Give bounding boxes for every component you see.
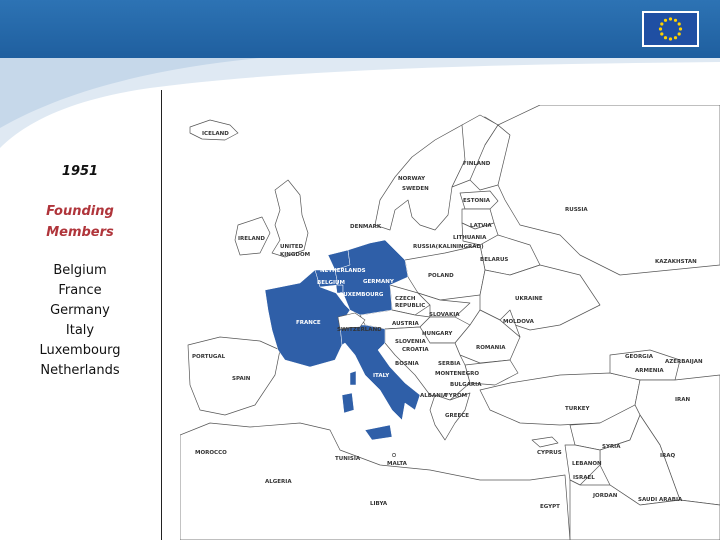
- label-estonia: ESTONIA: [463, 198, 491, 204]
- label-slovakia: SLOVAKIA: [429, 312, 460, 318]
- label-belgium: BELGIUM: [317, 280, 345, 286]
- label-syria: SYRIA: [602, 444, 621, 450]
- divider-line: [161, 90, 162, 540]
- label-ireland: IRELAND: [238, 236, 265, 242]
- eu-flag-icon: [642, 11, 699, 47]
- label-iran: IRAN: [675, 397, 691, 403]
- label-slovenia: SLOVENIA: [395, 339, 426, 345]
- label-iceland: ICELAND: [202, 131, 229, 137]
- member-item: Luxembourg: [39, 343, 121, 358]
- member-item: Belgium: [53, 263, 107, 278]
- label-moldova: MOLDOVA: [503, 319, 534, 325]
- label-lebanon: LEBANON: [572, 461, 602, 467]
- label-serbia: SERBIA: [438, 361, 461, 367]
- member-item: Netherlands: [40, 363, 120, 378]
- label-sweden: SWEDEN: [402, 186, 429, 192]
- label-latvia: LATVIA: [470, 223, 492, 229]
- heading-line-1: Founding: [46, 204, 114, 219]
- label-ukraine: UKRAINE: [515, 296, 543, 302]
- label-spain: SPAIN: [232, 376, 251, 382]
- label-denmark: DENMARK: [350, 224, 382, 230]
- label-germany: GERMANY: [363, 279, 394, 285]
- label-bosnia: BOSNIA: [395, 361, 419, 367]
- label-cyprus: CYPRUS: [537, 450, 562, 456]
- label-united-kingdom-2: KINGDOM: [280, 252, 311, 258]
- year-label: 1951: [61, 164, 99, 179]
- label-algeria: ALGERIA: [265, 479, 292, 485]
- label-tunisia: TUNISIA: [335, 456, 361, 462]
- label-greece: GREECE: [445, 413, 470, 419]
- label-kazakhstan: KAZAKHSTAN: [655, 259, 697, 265]
- founding-members-heading: [0, 201, 160, 243]
- label-france: FRANCE: [296, 320, 321, 326]
- member-item: France: [58, 283, 102, 298]
- label-kaliningrad: RUSSIA(KALININGRAD): [413, 244, 484, 250]
- label-armenia: ARMENIA: [635, 368, 664, 374]
- label-egypt: EGYPT: [540, 504, 560, 510]
- label-turkey: TURKEY: [565, 406, 590, 412]
- label-malta: MALTA: [387, 461, 407, 467]
- sicily-shape: [365, 425, 392, 440]
- label-saudi-arabia: SAUDI ARABIA: [638, 497, 683, 503]
- label-czech-2: REPUBLIC: [395, 303, 426, 309]
- top-banner: [0, 0, 720, 58]
- label-russia: RUSSIA: [565, 207, 588, 213]
- label-israel: ISRAEL: [573, 475, 595, 481]
- label-croatia: CROATIA: [402, 347, 429, 353]
- label-netherlands: NETHERLANDS: [320, 268, 366, 274]
- members-list: [0, 261, 160, 381]
- label-romania: ROMANIA: [476, 345, 506, 351]
- label-iraq: IRAQ: [660, 453, 676, 459]
- label-bulgaria: BULGARIA: [450, 382, 482, 388]
- label-austria: AUSTRIA: [392, 321, 419, 327]
- label-morocco: MOROCCO: [195, 450, 227, 456]
- member-item: Germany: [50, 303, 110, 318]
- heading-line-2: Members: [46, 225, 114, 240]
- map-outlines: [180, 105, 720, 540]
- label-united-kingdom-1: UNITED: [280, 244, 304, 250]
- label-jordan: JORDAN: [593, 493, 618, 499]
- label-fyrom: FYROM: [445, 393, 468, 399]
- label-switzerland: SWITZERLAND: [337, 327, 382, 333]
- label-montenegro: MONTENEGRO: [435, 371, 480, 377]
- member-item: Italy: [65, 323, 95, 338]
- sidebar: [0, 150, 160, 381]
- label-georgia: GEORGIA: [625, 354, 653, 360]
- label-hungary: HUNGARY: [422, 331, 453, 337]
- label-luxembourg: LUXEMBOURG: [340, 292, 384, 298]
- corsica-shape: [350, 371, 356, 385]
- sardinia-shape: [342, 393, 354, 413]
- label-lithuania: LITHUANIA: [453, 235, 487, 241]
- label-finland: FINLAND: [463, 161, 491, 167]
- label-czech-1: CZECH: [395, 296, 416, 302]
- label-belarus: BELARUS: [480, 257, 509, 263]
- label-poland: POLAND: [428, 273, 454, 279]
- label-albania: ALBANIA: [420, 393, 448, 399]
- label-norway: NORWAY: [398, 176, 426, 182]
- label-portugal: PORTUGAL: [192, 354, 226, 360]
- label-italy: ITALY: [373, 373, 390, 379]
- label-libya: LIBYA: [370, 501, 388, 507]
- europe-map: [180, 105, 720, 540]
- label-azerbaijan: AZERBAIJAN: [665, 359, 703, 365]
